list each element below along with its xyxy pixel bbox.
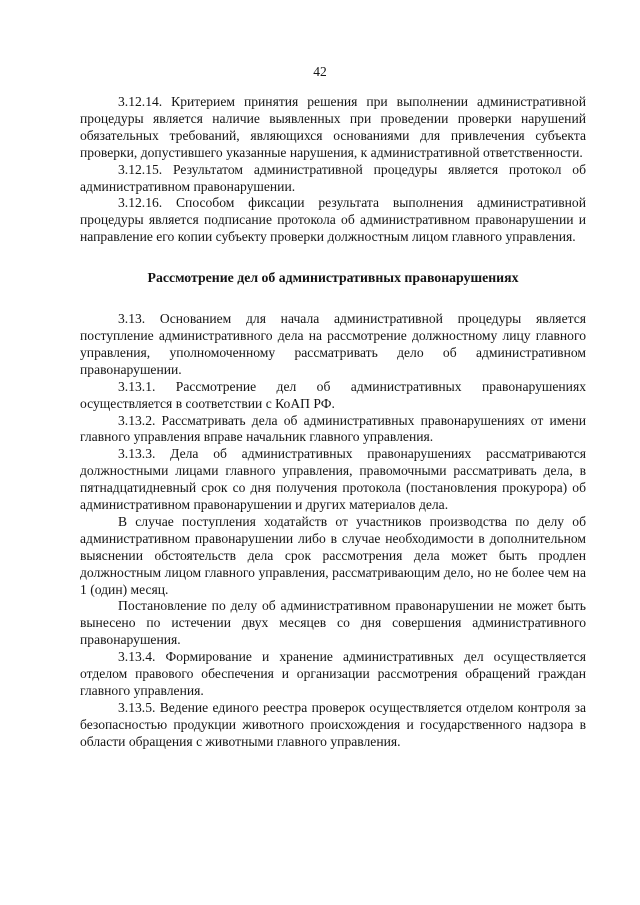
paragraph-3-13-1: 3.13.1. Рассмотрение дел об административных правонарушениях осуществляется в соответствии с КоАП РФ. [80,378,586,411]
paragraph-time-limit: Постановление по делу об административном правонарушении не может быть вынесено по истечении двух месяцев со дня совершения административного правонарушения. [80,598,586,648]
document-body [80,94,586,751]
paragraph-3-12-15: 3.12.15. Результатом административной процедуры является протокол об административном правонарушении. [80,161,586,194]
paragraph-3-13: 3.13. Основанием для начала административной процедуры является поступление административного дела на рассмотрение должностному лицу главного управления, уполномоченному рассматривать дело об административном правонарушении. [80,311,586,377]
paragraph-3-12-14: 3.12.14. Критерием принятия решения при выполнении административной процедуры является наличие выявленных при проведении проверки нарушений обязательных требований, являющихся основаниями для привлечения субъекта проверки, допустившего указанные нарушения, к административной ответственности. [80,94,586,160]
section-heading: Рассмотрение дел об административных правонарушениях [147,270,519,286]
paragraph-3-12-16: 3.12.16. Способом фиксации результата выполнения административной процедуры является подписание протокола об административном правонарушении и направление его копии субъекту проверки должностным лицом главного управления. [80,195,586,245]
paragraph-extension-rule: В случае поступления ходатайств от участников производства по делу об административном правонарушении либо в случае необходимости в дополнительном выяснении обстоятельств дела срок рассмотрения дела может быть продлен должностным лицом главного управления, рассматривающим дело, но не более чем на 1 (один) месяц. [80,513,586,597]
paragraph-3-13-4: 3.13.4. Формирование и хранение административных дел осуществляется отделом правового обеспечения и организации рассмотрения обращений граждан главного управления. [80,649,586,698]
page-number: 42 [313,64,327,79]
paragraph-3-13-2: 3.13.2. Рассматривать дела об административных правонарушениях от имени главного управления вправе начальник главного управления. [80,412,586,445]
paragraph-3-13-5: 3.13.5. Ведение единого реестра проверок осуществляется отделом контроля за безопасностью продукции животного происхождения и государственного надзора в области обращения с животными главного управления. [80,699,586,749]
paragraph-3-13-3: 3.13.3. Дела об административных правонарушениях рассматриваются должностными лицами главного управления, правомочными рассматривать дела, в пятнадцатидневный срок со дня получения протокола (постановления прокурора) об административном правонарушении и других материалов дела. [80,446,586,513]
